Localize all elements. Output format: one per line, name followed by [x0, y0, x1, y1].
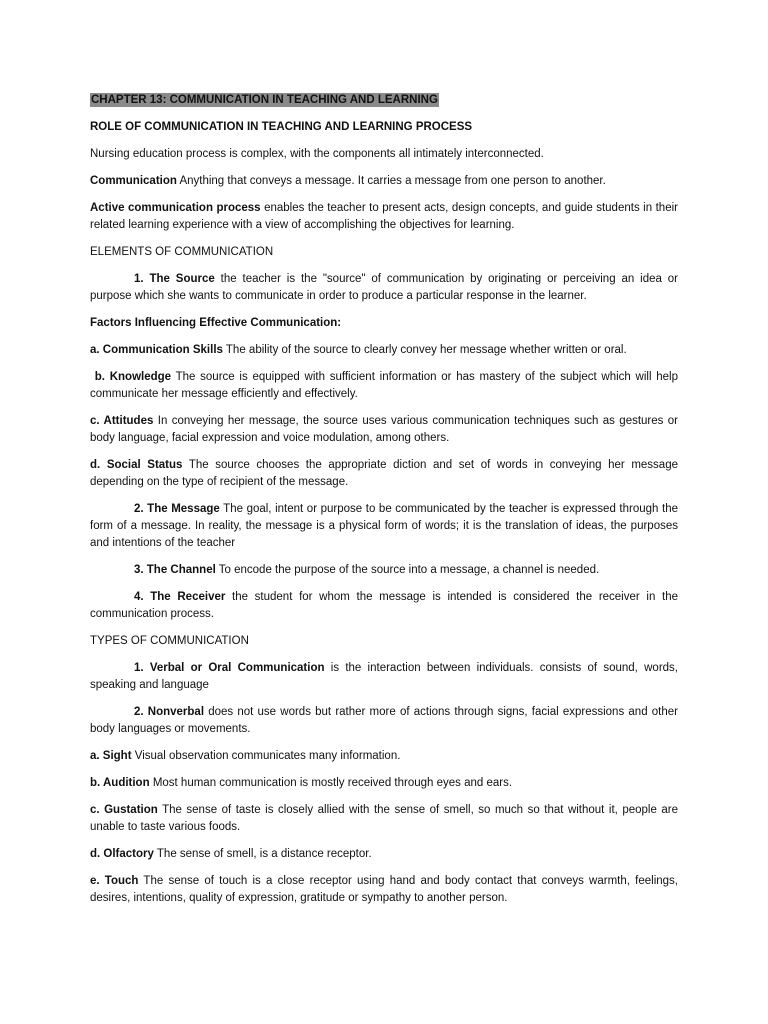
term: 2. Nonverbal: [134, 706, 205, 718]
definition: The ability of the source to clearly convey her message whether written or oral.: [222, 344, 627, 356]
type-verbal: [90, 660, 678, 694]
definition: The sense of smell, is a distance receptor.: [153, 848, 372, 860]
definition: is the interaction between individuals. consists of sound, words, speaking and language: [90, 662, 679, 691]
sense-item: [90, 748, 678, 765]
term: 1. Verbal or Oral Communication: [134, 662, 325, 674]
element-message: [90, 501, 678, 552]
type-nonverbal: [90, 704, 678, 738]
paragraph-communication: [90, 173, 678, 190]
definition: the student for whom the message is intended is considered the receiver in the communication process.: [90, 591, 678, 620]
paragraph-active-communication: [90, 200, 678, 234]
definition: The goal, intent or purpose to be communicated by the teacher is expressed through the form of a message. In reality, the message is a physical form of words; it is the translation of ideas, the purposes and intentions of the teacher: [90, 503, 678, 549]
definition: The source is equipped with sufficient information or has mastery of the subject which will help communicate her message efficiently and effectively.: [90, 371, 682, 400]
definition: In conveying her message, the source uses various communication techniques such as gestures or body language, facial expression and voice modulation, among others.: [90, 415, 678, 444]
section-heading-role: ROLE OF COMMUNICATION IN TEACHING AND LEARNING PROCESS: [90, 121, 473, 133]
factor-item: [90, 342, 678, 359]
sense-item: [90, 775, 678, 792]
term: b. Audition: [90, 777, 150, 789]
sense-item: [90, 802, 678, 836]
definition: Anything that conveys a message. It carries a message from one person to another.: [176, 175, 606, 187]
term: e. Touch: [90, 875, 139, 887]
factor-item: [90, 413, 678, 447]
term: b. Knowledge: [90, 371, 172, 383]
factor-item: [90, 457, 678, 491]
term: c. Gustation: [90, 804, 158, 816]
definition: enables the teacher to present acts, design concepts, and guide students in their related learning experience with a view of accomplishing the objectives for learning.: [90, 202, 678, 231]
chapter-title: CHAPTER 13: COMMUNICATION IN TEACHING AND LEARNING: [91, 94, 438, 106]
definition: Most human communication is mostly received through eyes and ears.: [149, 777, 513, 789]
document-page: [90, 92, 682, 917]
definition: The source chooses the appropriate diction and set of words in conveying her message depending on the type of recipient of the message.: [90, 459, 678, 488]
term: a. Communication Skills: [90, 344, 223, 356]
element-source: [90, 271, 678, 305]
sense-item: [90, 873, 678, 907]
section-heading-types: TYPES OF COMMUNICATION: [90, 635, 249, 647]
definition: The sense of taste is closely allied with the sense of smell, so much so that without it, people are unable to taste various foods.: [90, 804, 679, 833]
chapter-title-line: [90, 92, 678, 109]
paragraph-nursing: Nursing education process is complex, with the components all intimately interconnected.: [90, 148, 544, 160]
sense-item: [90, 846, 678, 863]
definition: To encode the purpose of the source into a message, a channel is needed.: [215, 564, 600, 576]
term: Active communication process: [90, 202, 261, 214]
definition: Visual observation communicates many information.: [131, 750, 401, 762]
term: 2. The Message: [134, 503, 220, 515]
factors-heading: Factors Influencing Effective Communication:: [90, 317, 342, 329]
definition: The sense of touch is a close receptor using hand and body contact that conveys warmth, feelings, desires, intentions, quality of expression, gratitude or sympathy to another person.: [90, 875, 678, 904]
term: a. Sight: [90, 750, 132, 762]
term: 3. The Channel: [134, 564, 216, 576]
term: 1. The Source: [134, 273, 215, 285]
definition: does not use words but rather more of actions through signs, facial expressions and other body languages or movements.: [90, 706, 678, 735]
factor-item: [90, 369, 682, 403]
term: c. Attitudes: [90, 415, 154, 427]
element-channel: [90, 562, 678, 579]
element-receiver: [90, 589, 678, 623]
term: 4. The Receiver: [134, 591, 226, 603]
term: Communication: [90, 175, 177, 187]
definition: the teacher is the "source" of communication by originating or perceiving an idea or purpose which she wants to communicate in order to produce a particular response in the learner.: [90, 273, 678, 302]
term: d. Social Status: [90, 459, 183, 471]
term: d. Olfactory: [90, 848, 154, 860]
section-heading-elements: ELEMENTS OF COMMUNICATION: [90, 246, 274, 258]
